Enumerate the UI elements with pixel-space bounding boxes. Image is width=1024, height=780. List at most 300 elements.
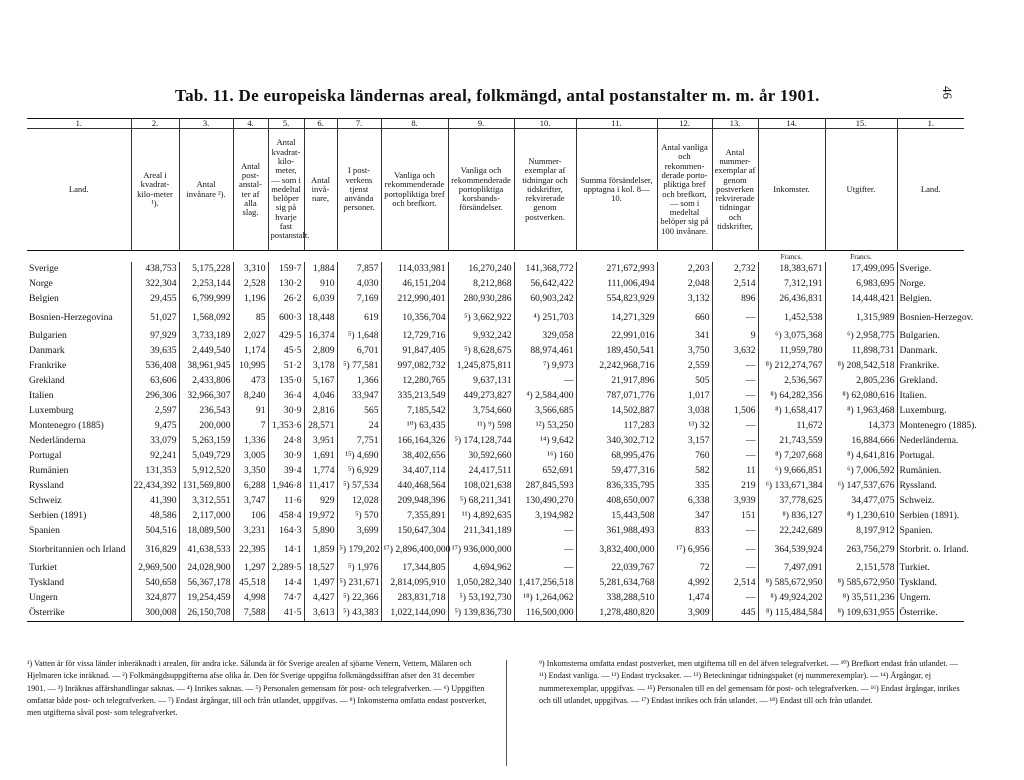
cell-postanstalter: 2,528 — [233, 277, 268, 292]
cell-kors: 24,417,511 — [448, 464, 514, 479]
cell-inkomster: ⁸) 115,484,584 — [758, 606, 825, 622]
cell-kors: ¹¹) ⁹) 598 — [448, 419, 514, 434]
cell-land2: Spanien. — [897, 524, 964, 539]
cell-bref100: 2,048 — [657, 277, 712, 292]
cell-tidn: 3,194,982 — [514, 509, 576, 524]
cell-personer: 1,366 — [337, 374, 381, 389]
cell-summa: 340,302,712 — [576, 434, 657, 449]
cell-inkomster: ⁸) 836,127 — [758, 509, 825, 524]
cell-invanare: 2,253,144 — [179, 277, 233, 292]
cell-kors: 9,932,242 — [448, 329, 514, 344]
cell-personer: 24 — [337, 419, 381, 434]
cell-invanare: 3,312,551 — [179, 494, 233, 509]
cell-utgifter: 14,373 — [825, 419, 897, 434]
cell-utgifter: ⁸) 109,631,955 — [825, 606, 897, 622]
cell-postanstalter: 91 — [233, 404, 268, 419]
cell-bref100: 760 — [657, 449, 712, 464]
colnum: 5. — [268, 119, 304, 129]
cell-summa: 15,443,508 — [576, 509, 657, 524]
cell-bref100: 335 — [657, 479, 712, 494]
cell-inkomster: 26,436,831 — [758, 292, 825, 307]
header-land: Land. — [27, 129, 131, 251]
cell-personer: ⁵) 231,671 — [337, 576, 381, 591]
cell-areal: 51,027 — [131, 307, 179, 329]
cell-postanstalter: 1,174 — [233, 344, 268, 359]
cell-kvkm: 1,353·6 — [268, 419, 304, 434]
table-row — [27, 329, 964, 344]
table-row — [27, 374, 964, 389]
cell-postanstalter: 473 — [233, 374, 268, 389]
cell-inkomster: ⁶) 133,671,384 — [758, 479, 825, 494]
cell-summa: 338,288,510 — [576, 591, 657, 606]
cell-summa: 408,650,007 — [576, 494, 657, 509]
cell-kors: ⁵) 174,128,744 — [448, 434, 514, 449]
cell-land2: Portugal. — [897, 449, 964, 464]
cell-areal: 536,408 — [131, 359, 179, 374]
cell-invanare: 2,117,000 — [179, 509, 233, 524]
cell-postanstalter: 1,336 — [233, 434, 268, 449]
cell-land: Storbritannien och Irland — [29, 543, 126, 555]
cell-land: Turkiet — [29, 562, 57, 574]
cell-utgifter: ⁸) 1,230,610 — [825, 509, 897, 524]
cell-summa: 59,477,316 — [576, 464, 657, 479]
cell-utgifter: 8,197,912 — [825, 524, 897, 539]
cell-summa: 5,281,634,768 — [576, 576, 657, 591]
cell-inv: 6,039 — [304, 292, 337, 307]
cell-land: Sverige — [29, 263, 59, 275]
cell-postanstalter: 1,297 — [233, 561, 268, 576]
colnum: 15. — [825, 119, 897, 129]
cell-land2: Serbien (1891). — [897, 509, 964, 524]
cell-bref: 2,814,095,910 — [381, 576, 448, 591]
cell-tidn100: 896 — [712, 292, 758, 307]
cell-kvkm: 51·2 — [268, 359, 304, 374]
cell-bref100: 833 — [657, 524, 712, 539]
colnum: 12. — [657, 119, 712, 129]
cell-inv: 18,448 — [304, 307, 337, 329]
cell-kors: 1,050,282,340 — [448, 576, 514, 591]
cell-kvkm: 36·4 — [268, 389, 304, 404]
cell-invanare: 3,733,189 — [179, 329, 233, 344]
cell-land2: Italien. — [897, 389, 964, 404]
cell-land: Tyskland — [29, 577, 65, 589]
cell-tidn: ¹²) 53,250 — [514, 419, 576, 434]
cell-personer: ⁵) 22,366 — [337, 591, 381, 606]
cell-inv: 28,571 — [304, 419, 337, 434]
cell-kvkm: 41·5 — [268, 606, 304, 622]
cell-postanstalter: 7 — [233, 419, 268, 434]
colnum: 10. — [514, 119, 576, 129]
cell-bref: 150,647,304 — [381, 524, 448, 539]
cell-summa: 68,995,476 — [576, 449, 657, 464]
cell-areal: 39,635 — [131, 344, 179, 359]
cell-invanare: 38,961,945 — [179, 359, 233, 374]
cell-land2: Frankrike. — [897, 359, 964, 374]
cell-postanstalter: 3,310 — [233, 262, 268, 277]
cell-personer: ⁵) 1,648 — [337, 329, 381, 344]
cell-inkomster: 2,536,567 — [758, 374, 825, 389]
cell-bref100: 3,750 — [657, 344, 712, 359]
cell-kors: ¹¹) 4,892,635 — [448, 509, 514, 524]
cell-utgifter: ⁶) 7,006,592 — [825, 464, 897, 479]
cell-utgifter: ⁸) 4,641,816 — [825, 449, 897, 464]
cell-bref: 7,355,891 — [381, 509, 448, 524]
table-row — [27, 277, 964, 292]
cell-utgifter: 2,805,236 — [825, 374, 897, 389]
cell-personer: 7,857 — [337, 262, 381, 277]
cell-postanstalter: 45,518 — [233, 576, 268, 591]
cell-kvkm: 26·2 — [268, 292, 304, 307]
cell-land: Frankrike — [29, 360, 67, 372]
cell-kvkm: 458·4 — [268, 509, 304, 524]
cell-invanare: 5,263,159 — [179, 434, 233, 449]
statistics-table — [27, 118, 977, 622]
header-personer: I post-verkens tjenst använda personer. — [337, 129, 381, 251]
cell-tidn100: 1,506 — [712, 404, 758, 419]
cell-kvkm: 164·3 — [268, 524, 304, 539]
cell-tidn: 116,500,000 — [514, 606, 576, 622]
table-row — [27, 561, 964, 576]
cell-tidn100: — — [712, 307, 758, 329]
cell-tidn100: 2,514 — [712, 277, 758, 292]
cell-land2: Danmark. — [897, 344, 964, 359]
cell-land: Rumänien — [29, 465, 69, 477]
header-land-right: Land. — [897, 129, 964, 251]
cell-tidn100: — — [712, 524, 758, 539]
cell-bref: 1,022,144,090 — [381, 606, 448, 622]
cell-tidn: 3,566,685 — [514, 404, 576, 419]
cell-summa: 361,988,493 — [576, 524, 657, 539]
cell-kors: 3,754,660 — [448, 404, 514, 419]
cell-areal: 296,306 — [131, 389, 179, 404]
colnum: 14. — [758, 119, 825, 129]
cell-land: Ryssland — [29, 480, 64, 492]
cell-utgifter: ⁸) 35,511,236 — [825, 591, 897, 606]
cell-land: Portugal — [29, 450, 62, 462]
header-kvkm-per-anstalt: Antal kvadrat-kilo-meter, — som i medeltal belöper sig på hvarje fast postanstalt. — [268, 129, 304, 251]
cell-kors: 1,245,875,811 — [448, 359, 514, 374]
footnotes-divider — [506, 660, 507, 766]
cell-utgifter: 34,477,075 — [825, 494, 897, 509]
cell-tidn100: — — [712, 561, 758, 576]
cell-personer: ¹⁵) 4,690 — [337, 449, 381, 464]
cell-kors: 30,592,660 — [448, 449, 514, 464]
header-row — [27, 129, 964, 251]
cell-kors: 108,021,638 — [448, 479, 514, 494]
currency-row — [27, 251, 964, 263]
cell-land2: Grekland. — [897, 374, 964, 389]
cell-tidn: 652,691 — [514, 464, 576, 479]
cell-land2: Bosnien-Herzegov. — [897, 307, 964, 329]
cell-summa: 836,335,795 — [576, 479, 657, 494]
table-row — [27, 359, 964, 374]
cell-personer: 619 — [337, 307, 381, 329]
cell-bref: 10,356,704 — [381, 307, 448, 329]
cell-kvkm: 30·9 — [268, 404, 304, 419]
cell-kors: 449,273,827 — [448, 389, 514, 404]
cell-inv: 1,774 — [304, 464, 337, 479]
cell-invanare: 5,049,729 — [179, 449, 233, 464]
cell-tidn100: 2,732 — [712, 262, 758, 277]
cell-bref100: 72 — [657, 561, 712, 576]
cell-inkomster: 7,312,191 — [758, 277, 825, 292]
currency-income: Francs. — [780, 251, 803, 261]
cell-areal: 48,586 — [131, 509, 179, 524]
cell-inkomster: ⁸) 585,672,950 — [758, 576, 825, 591]
cell-tidn100: 2,514 — [712, 576, 758, 591]
colnum: 13. — [712, 119, 758, 129]
cell-areal: 41,390 — [131, 494, 179, 509]
cell-kvkm: 30·9 — [268, 449, 304, 464]
cell-invanare: 131,569,800 — [179, 479, 233, 494]
cell-bref: 114,033,981 — [381, 262, 448, 277]
cell-tidn: ¹⁸) 1,264,062 — [514, 591, 576, 606]
colnum: 9. — [448, 119, 514, 129]
cell-summa: 14,271,329 — [576, 307, 657, 329]
cell-postanstalter: 2,027 — [233, 329, 268, 344]
footnotes-left: ¹) Vatten är för vissa länder inberäknadt i arealen, för andra icke. Sålunda är för Sverige arealen af sjöarne Venern, Vettern, Mälaren och Hjelmaren icke inräknad. — ²) Folkmängdsuppgifterna afse olika år. Den för Sverige uppgifna folkmängdssiffran afser den 31 december 1901. — ³) Inräknas affärshandlingar saknas. — ⁴) Inrikes saknas. — ⁵) Personalen gemensam för post- och telegrafverken. — ⁶) Uppgiften omfattar både post- och telegrafverken. — ⁷) Endast årgångar, till och från utlandet, uppgifvas. — ⁸) Inkomsterna omfatta endast postverket, men utgifterna såväl post- som telegrafverket. — [27, 659, 487, 718]
cell-bref100: 6,338 — [657, 494, 712, 509]
cell-inkomster: ⁸) 49,924,202 — [758, 591, 825, 606]
table-row — [27, 292, 964, 307]
cell-land: Serbien (1891) — [29, 510, 87, 522]
colnum: 2. — [131, 119, 179, 129]
table-row — [27, 479, 964, 494]
header-tidn-per-100: Antal nummer-exemplar af genom postverken rekvirerade tidningar och tidskrifter, — [712, 129, 758, 251]
cell-personer: 565 — [337, 404, 381, 419]
cell-kors: ¹⁷) 936,000,000 — [448, 539, 514, 561]
cell-tidn: — — [514, 539, 576, 561]
table-row — [27, 434, 964, 449]
table-row — [27, 494, 964, 509]
cell-kors: ⁵) 139,836,730 — [448, 606, 514, 622]
table-row — [27, 606, 964, 622]
cell-bref: 7,185,542 — [381, 404, 448, 419]
cell-personer: 12,028 — [337, 494, 381, 509]
cell-areal: 97,929 — [131, 329, 179, 344]
cell-bref100: 3,132 — [657, 292, 712, 307]
cell-land: Bosnien-Herzegovina — [29, 311, 113, 323]
cell-utgifter: 263,756,279 — [825, 539, 897, 561]
cell-tidn: ⁷) 9,973 — [514, 359, 576, 374]
table-row — [27, 576, 964, 591]
cell-tidn100: — — [712, 359, 758, 374]
cell-utgifter: 11,898,731 — [825, 344, 897, 359]
cell-tidn100: 219 — [712, 479, 758, 494]
cell-inkomster: ⁸) 7,207,668 — [758, 449, 825, 464]
cell-land2: Österrike. — [897, 606, 964, 622]
cell-tidn: — — [514, 524, 576, 539]
cell-land: Grekland — [29, 375, 65, 387]
cell-tidn100: 445 — [712, 606, 758, 622]
table-row — [27, 524, 964, 539]
cell-land2: Bulgarien. — [897, 329, 964, 344]
cell-land: Schweiz — [29, 495, 62, 507]
cell-inkomster: 37,778,625 — [758, 494, 825, 509]
page-number: 46 — [940, 86, 955, 99]
column-number-row — [27, 119, 964, 129]
cell-land2: Belgien. — [897, 292, 964, 307]
cell-utgifter: ⁸) 585,672,950 — [825, 576, 897, 591]
cell-tidn100: — — [712, 419, 758, 434]
cell-invanare: 5,912,520 — [179, 464, 233, 479]
cell-utgifter: ⁶) 147,537,676 — [825, 479, 897, 494]
cell-bref100: 3,157 — [657, 434, 712, 449]
colnum: 1. — [897, 119, 964, 129]
cell-areal: 322,304 — [131, 277, 179, 292]
cell-summa: 3,832,400,000 — [576, 539, 657, 561]
cell-postanstalter: 7,588 — [233, 606, 268, 622]
cell-postanstalter: 3,231 — [233, 524, 268, 539]
cell-bref100: 2,559 — [657, 359, 712, 374]
cell-bref: 46,151,204 — [381, 277, 448, 292]
header-bref-per-100: Antal vanliga och rekommen-derade porto-pliktiga bref och brefkort, — som i medeltal belöper sig på 100 invånare. — [657, 129, 712, 251]
cell-inkomster: ⁸) 212,274,767 — [758, 359, 825, 374]
cell-summa: 22,991,016 — [576, 329, 657, 344]
cell-invanare: 41,638,533 — [179, 539, 233, 561]
table-row — [27, 389, 964, 404]
cell-areal: 316,829 — [131, 539, 179, 561]
cell-bref: ¹⁰) 63,435 — [381, 419, 448, 434]
cell-bref: 17,344,805 — [381, 561, 448, 576]
table-body — [27, 251, 977, 622]
table-row — [27, 307, 964, 329]
cell-kors: ⁵) 68,211,341 — [448, 494, 514, 509]
cell-tidn: — — [514, 561, 576, 576]
cell-personer: 7,169 — [337, 292, 381, 307]
cell-bref100: ¹⁷) 6,956 — [657, 539, 712, 561]
cell-tidn: ¹⁴) 9,642 — [514, 434, 576, 449]
cell-bref100: 3,038 — [657, 404, 712, 419]
cell-bref: 283,831,718 — [381, 591, 448, 606]
cell-tidn100: 11 — [712, 464, 758, 479]
cell-tidn: 56,642,422 — [514, 277, 576, 292]
cell-bref: 38,402,656 — [381, 449, 448, 464]
header-inv-per-anstalt: Antal invå-nare, — [304, 129, 337, 251]
cell-personer: ⁵) 570 — [337, 509, 381, 524]
cell-inv: 5,890 — [304, 524, 337, 539]
header-postanstalter: Antal post-anstal-ter af alla slag. — [233, 129, 268, 251]
cell-land2: Storbrit. o. Irland. — [897, 539, 964, 561]
cell-bref100: 1,017 — [657, 389, 712, 404]
cell-bref100: 1,474 — [657, 591, 712, 606]
cell-utgifter: 17,499,095 — [825, 262, 897, 277]
cell-tidn: 1,417,256,518 — [514, 576, 576, 591]
cell-areal: 2,969,500 — [131, 561, 179, 576]
cell-tidn100: 3,632 — [712, 344, 758, 359]
header-tidningar: Nummer-exemplar af tidningar och tidskrifter, rekvirerade genom postverken. — [514, 129, 576, 251]
cell-invanare: 18,089,500 — [179, 524, 233, 539]
cell-utgifter: 6,983,695 — [825, 277, 897, 292]
header-invanare: Antal invånare ²). — [179, 129, 233, 251]
currency-expenses: Francs. — [850, 251, 872, 261]
cell-kvkm: 135·0 — [268, 374, 304, 389]
table-row — [27, 591, 964, 606]
cell-kvkm: 600·3 — [268, 307, 304, 329]
cell-land: Spanien — [29, 525, 60, 537]
cell-bref: 209,948,396 — [381, 494, 448, 509]
cell-land2: Ryssland. — [897, 479, 964, 494]
cell-inv: 2,809 — [304, 344, 337, 359]
header-summa: Summa försändelser, upptagna i kol. 8—10. — [576, 129, 657, 251]
cell-inv: 19,972 — [304, 509, 337, 524]
colnum: 7. — [337, 119, 381, 129]
table-row — [27, 262, 964, 277]
cell-kvkm: 45·5 — [268, 344, 304, 359]
cell-postanstalter: 3,747 — [233, 494, 268, 509]
cell-land2: Tyskland. — [897, 576, 964, 591]
cell-land2: Rumänien. — [897, 464, 964, 479]
cell-bref: 212,990,401 — [381, 292, 448, 307]
cell-postanstalter: 22,395 — [233, 539, 268, 561]
cell-summa: 554,823,929 — [576, 292, 657, 307]
cell-inv: 3,178 — [304, 359, 337, 374]
cell-bref100: 2,203 — [657, 262, 712, 277]
cell-tidn100: — — [712, 591, 758, 606]
cell-summa: 21,917,896 — [576, 374, 657, 389]
cell-tidn: ¹⁶) 160 — [514, 449, 576, 464]
cell-areal: 92,241 — [131, 449, 179, 464]
cell-tidn100: 3,939 — [712, 494, 758, 509]
cell-inkomster: ⁸) 1,658,417 — [758, 404, 825, 419]
cell-inv: 4,046 — [304, 389, 337, 404]
cell-land: Italien — [29, 390, 54, 402]
cell-kvkm: 11·6 — [268, 494, 304, 509]
cell-land: Nederländerna — [29, 435, 86, 447]
cell-inv: 1,859 — [304, 539, 337, 561]
page-title: Tab. 11. De europeiska ländernas areal, folkmängd, antal postanstalter m. m. år 1901. — [175, 86, 820, 105]
cell-areal: 438,753 — [131, 262, 179, 277]
cell-utgifter: ⁸) 62,080,616 — [825, 389, 897, 404]
cell-tidn: 88,974,461 — [514, 344, 576, 359]
cell-bref: 440,468,564 — [381, 479, 448, 494]
cell-invanare: 24,028,900 — [179, 561, 233, 576]
cell-inkomster: ⁶) 3,075,368 — [758, 329, 825, 344]
cell-inv: 929 — [304, 494, 337, 509]
cell-inv: 1,884 — [304, 262, 337, 277]
cell-inkomster: 11,959,780 — [758, 344, 825, 359]
cell-bref100: 3,909 — [657, 606, 712, 622]
cell-land: Belgien — [29, 293, 59, 305]
cell-utgifter: ⁸) 1,963,468 — [825, 404, 897, 419]
table-row — [27, 464, 964, 479]
cell-kvkm: 429·5 — [268, 329, 304, 344]
header-korsband: Vanliga och rekommenderade portopliktiga korsbands-försändelser. — [448, 129, 514, 251]
cell-kors: 4,694,962 — [448, 561, 514, 576]
cell-bref100: 660 — [657, 307, 712, 329]
cell-invanare: 5,175,228 — [179, 262, 233, 277]
table-row — [27, 419, 964, 434]
cell-invanare: 56,367,178 — [179, 576, 233, 591]
cell-kors: 8,212,868 — [448, 277, 514, 292]
cell-utgifter: 2,151,578 — [825, 561, 897, 576]
cell-tidn: 329,058 — [514, 329, 576, 344]
cell-personer: 4,030 — [337, 277, 381, 292]
cell-inv: 5,167 — [304, 374, 337, 389]
cell-areal: 9,475 — [131, 419, 179, 434]
cell-postanstalter: 85 — [233, 307, 268, 329]
cell-land2: Luxemburg. — [897, 404, 964, 419]
cell-utgifter: ⁶) 2,958,775 — [825, 329, 897, 344]
cell-summa: 2,242,968,716 — [576, 359, 657, 374]
cell-utgifter: 1,315,989 — [825, 307, 897, 329]
cell-invanare: 200,000 — [179, 419, 233, 434]
cell-invanare: 19,254,459 — [179, 591, 233, 606]
cell-personer: ⁵) 57,534 — [337, 479, 381, 494]
cell-bref100: 582 — [657, 464, 712, 479]
footnotes-right: ⁹) Inkomsterna omfatta endast postverket, men utgifterna till en del äfven telegrafverket. — ¹⁰) Brefkort endast från utlandet. — ¹¹) Endast vanliga. — ¹²) Endast trycksaker. — ¹³) Beteckningar tidningspaket (ej nummerexemplar). — ¹⁴) Årgångar, ej nummerexemplar, uppgifvas. — ¹⁵) Personalen till en del gemensam för post- och telegrafverken. — ¹⁶) Endast årgångar, inrikes och till utlandet, uppgifvas. — ¹⁷) Endast inrikes och från utlandet. — ¹⁸) Endast till och från utlandet. — [539, 659, 960, 705]
cell-postanstalter: 106 — [233, 509, 268, 524]
